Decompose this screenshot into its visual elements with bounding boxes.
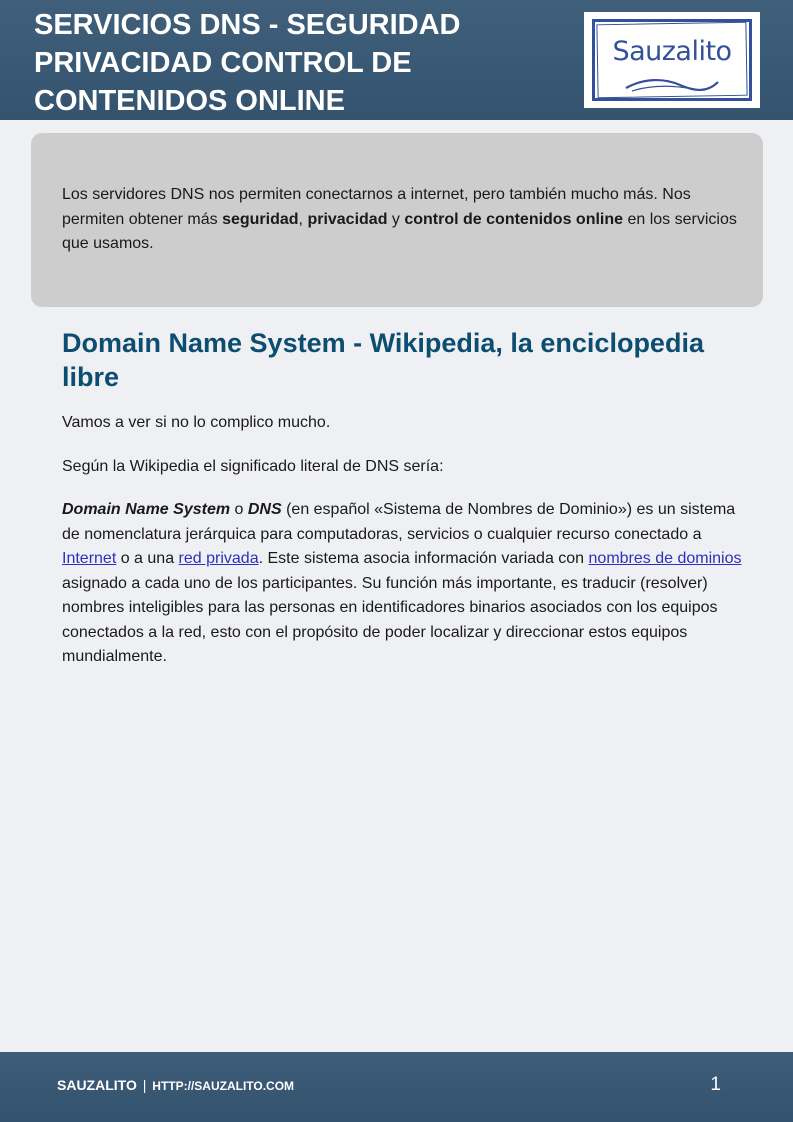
quote-or: o [230,501,248,518]
link-internet[interactable]: Internet [62,550,117,567]
quote-text-3: . Este sistema asocia información variada con [258,550,589,567]
page-header [0,0,793,120]
article-content [62,326,742,689]
page-footer [0,1052,793,1122]
dns-definition-paragraph [62,498,742,670]
intro-text-end: en los servicios que usamos. [62,210,737,252]
quote-text-4: asignado a cada uno de los participantes. Su función más importante, es traducir (resolver) nombres inteligibles para las personas en identificadores binarios asociados con los equipos conectados a la red, esto con el propósito de poder localizar y direccionar estos equipos mundialmente. [62,574,718,665]
intro-box [31,133,763,307]
page-number: 1 [710,1074,721,1095]
quote-text-2: o a una [116,550,179,567]
paragraph-1: Vamos a ver si no lo complico mucho. [62,414,331,431]
intro-bold-control: control de contenidos online [404,210,624,228]
intro-separator-1: , [298,210,308,228]
term-dns: DNS [247,501,282,518]
link-nombres-de-dominios[interactable]: nombres de dominios [588,550,742,567]
document-title: SERVICIOS DNS - SEGURIDAD PRIVACIDAD CONTROL DE CONTENIDOS ONLINE [34,9,461,117]
intro-bold-privacidad: privacidad [307,210,388,228]
logo-swoosh-icon [624,76,720,96]
term-domain-name-system: Domain Name System [62,501,231,518]
footer-brand-name: SAUZALITO [57,1077,137,1093]
intro-bold-seguridad: seguridad [222,210,299,228]
sauzalito-logo [584,12,760,108]
footer-separator: | [142,1077,147,1093]
paragraph-2: Según la Wikipedia el significado literal de DNS sería: [62,457,444,475]
quote-text-1: (en español «Sistema de Nombres de Dominio») es un sistema de nomenclatura jerárquica para computadoras, servicios o cualquier recurso conectado a [62,501,736,543]
footer-url: HTTP://SAUZALITO.COM [152,1079,295,1093]
article-title: Domain Name System - Wikipedia, la enciclopedia libre [62,328,704,392]
link-red-privada[interactable]: red privada [178,550,259,567]
intro-text-1: Los servidores DNS nos permiten conectarnos a internet, pero también mucho más. Nos permiten obtener más [62,186,691,228]
logo-text: Sauzalito [612,36,732,67]
intro-separator-2: y [387,210,405,228]
intro-paragraph [62,183,742,257]
footer-brand [57,1077,294,1093]
